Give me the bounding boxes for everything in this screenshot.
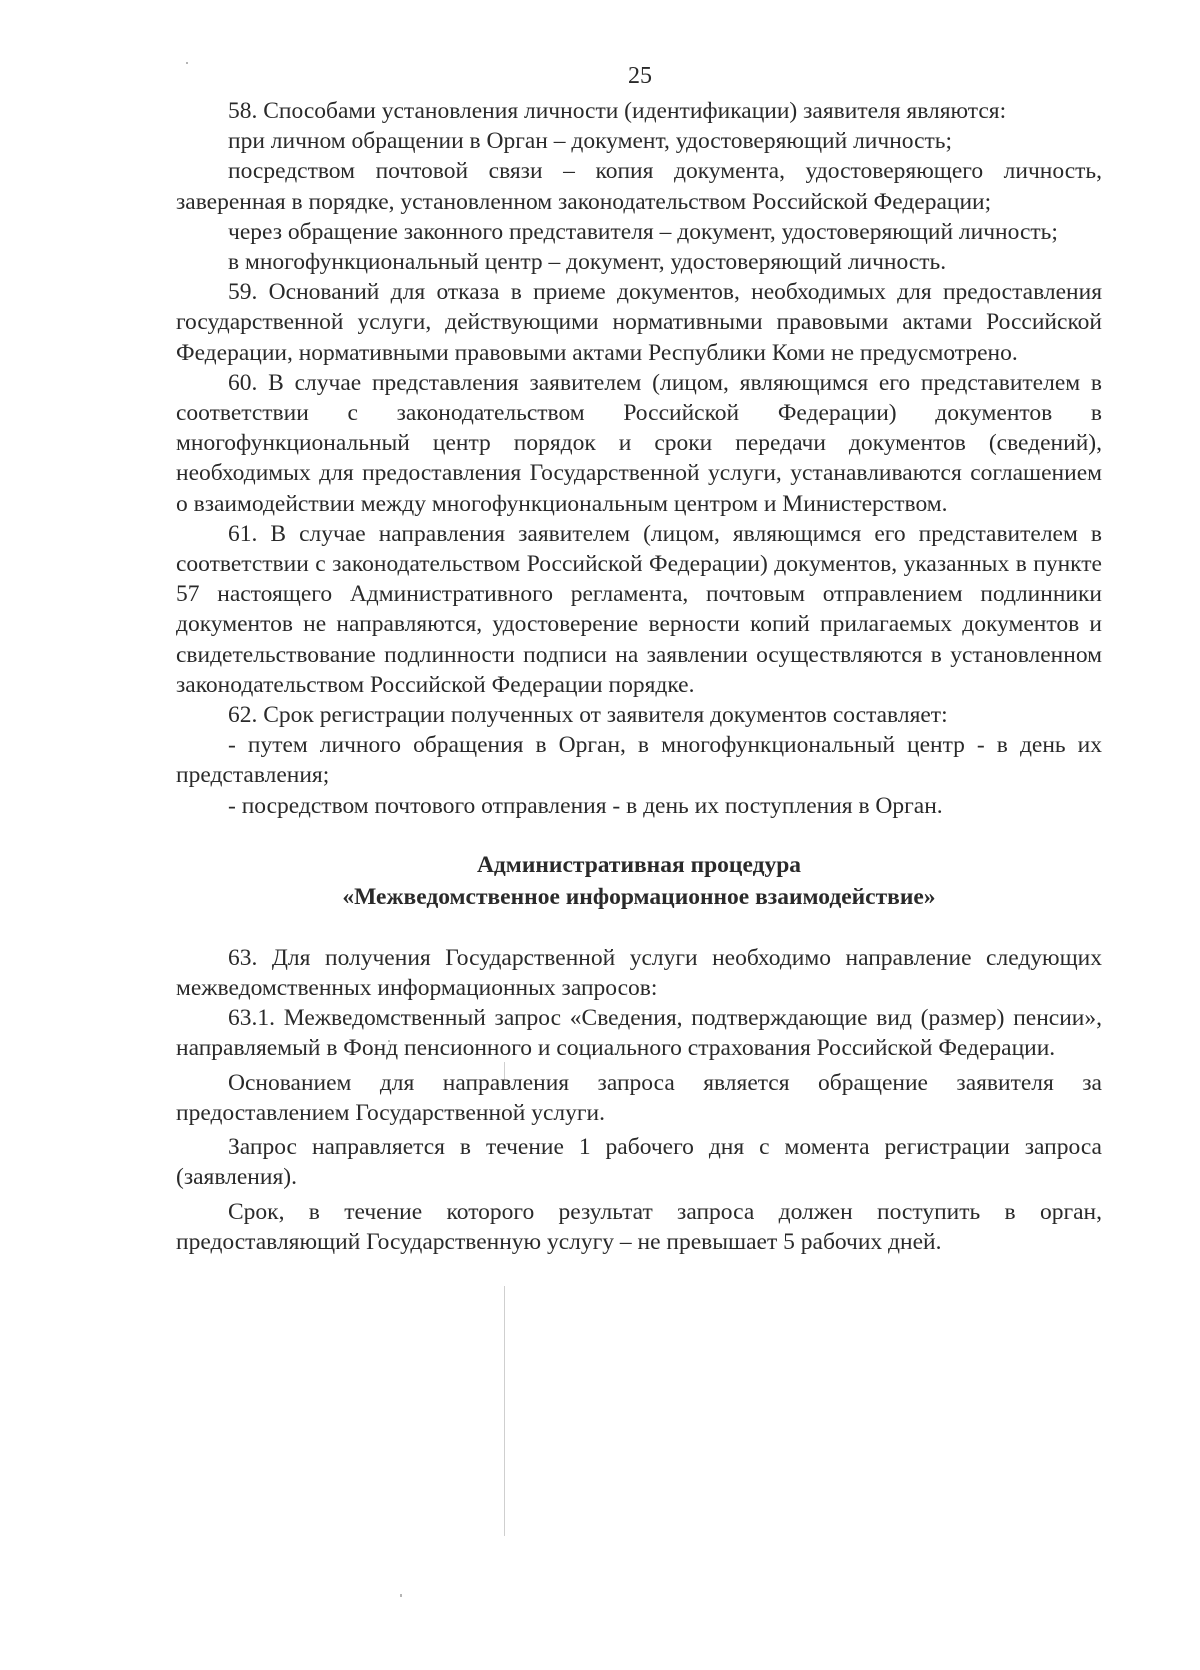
paragraph: при личном обращении в Орган – документ, удостоверяющий личность; — [228, 128, 953, 155]
paragraph: 62. Срок регистрации полученных от заявителя документов составляет: — [228, 702, 948, 729]
paragraph: Основанием для направления запроса является обращение заявителя за предоставлением Государственной услуги. — [176, 1069, 1102, 1126]
paragraph: 60. В случае представления заявителем (лицом, являющимся его представителем в соответствии с законодательством Российской Федерации) документов в многофункциональный центр порядок и сроки передачи документов (сведений), необходимых для предоставления Государственной услуги, устанавливаются соглашением о взаимодействии между многофункциональным центром и Министерством. — [176, 369, 1102, 517]
paragraph: в многофункциональный центр – документ, удостоверяющий личность. — [228, 249, 947, 276]
paragraph: 58. Способами установления личности (идентификации) заявителя являются: — [228, 98, 1007, 124]
section-title-line: Административная процедура — [476, 851, 802, 878]
paragraph: 61. В случае направления заявителем (лицом, являющимся его представителем в соответствии с законодательством Российской Федерации) документов, указанных в пункте 57 настоящего Административного регламента, почтовым отправлением подлинники документов не направляются, удостоверение верности копий прилагаемых документов и свидетельствование подлинности подписи на заявлении осуществляются в установленном законодательством Российской Федерации порядке. — [176, 520, 1102, 698]
paragraph: посредством почтовой связи – копия документа, удостоверяющего личность, заверенная в порядке, установленном законодательством Российской Федерации; — [176, 158, 1102, 215]
paragraph: Срок, в течение которого результат запроса должен поступить в орган, предоставляющий Государственную услугу – не превышает 5 рабочих дней. — [176, 1198, 1102, 1255]
paragraph: 63.1. Межведомственный запрос «Сведения, подтверждающие вид (размер) пенсии», направляемый в Фонд пенсионного и социального страхования Российской Федерации. — [176, 1005, 1102, 1062]
paragraph: Запрос направляется в течение 1 рабочего дня с момента регистрации запроса (заявления). — [176, 1134, 1102, 1191]
section-title — [176, 849, 1102, 913]
scan-artifact — [400, 1594, 402, 1597]
page-number: 25 — [628, 63, 652, 89]
paragraph: - путем личного обращения в Орган, в многофункциональный центр - в день их представления; — [176, 732, 1102, 789]
paragraph: 59. Оснований для отказа в приеме документов, необходимых для предоставления государственной услуги, действующими нормативными правовыми актами Российской Федерации, нормативными правовыми актами Республики Коми не предусмотрено. — [176, 279, 1102, 366]
paragraph: - посредством почтового отправления - в день их поступления в Орган. — [228, 792, 943, 819]
document-body — [176, 96, 1102, 1257]
paragraph: через обращение законного представителя – документ, удостоверяющий личность; — [228, 218, 1058, 245]
paragraph: 63. Для получения Государственной услуги необходимо направление следующих межведомственных информационных запросов: — [176, 944, 1102, 1002]
scan-artifact — [504, 1286, 505, 1536]
section-title-line: «Межведомственное информационное взаимодействие» — [342, 883, 936, 910]
